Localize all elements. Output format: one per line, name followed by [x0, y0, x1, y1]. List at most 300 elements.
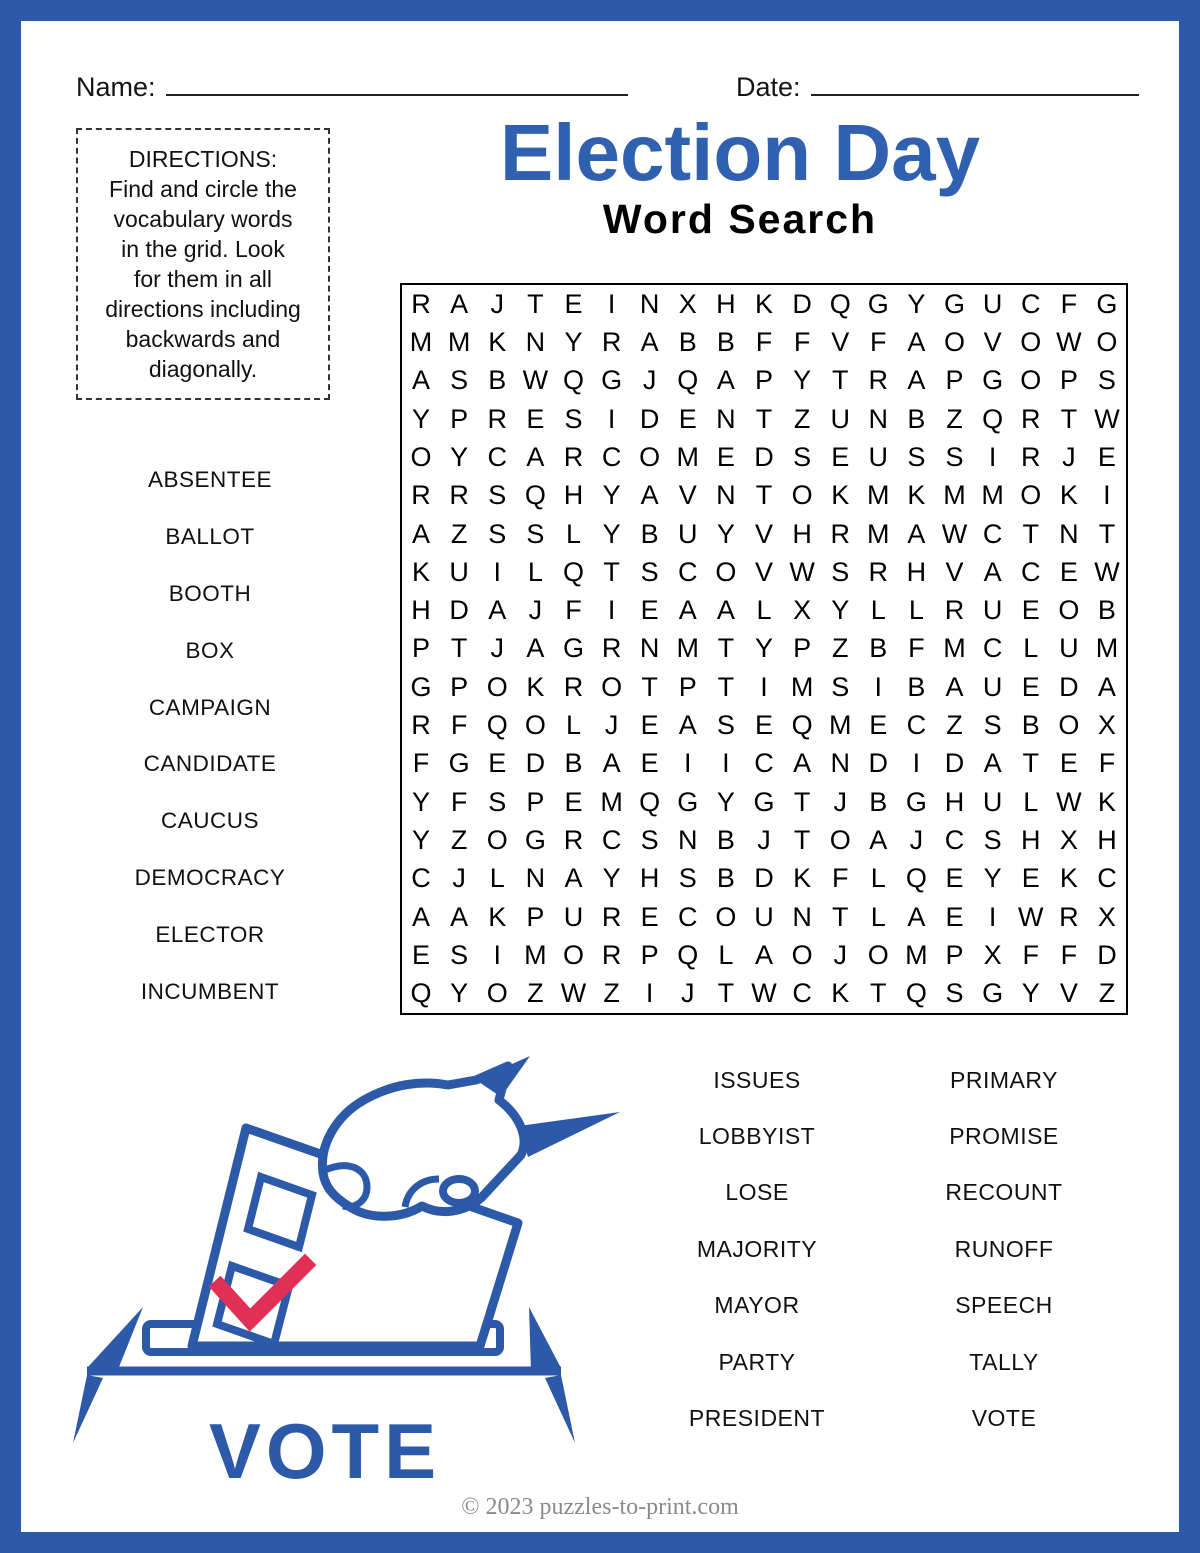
grid-cell[interactable]: A	[907, 901, 926, 932]
grid-cell[interactable]: J	[490, 288, 504, 319]
grid-cell[interactable]: R	[1059, 901, 1079, 932]
grid-cell[interactable]: Q	[677, 940, 699, 971]
grid-cell[interactable]: K	[488, 326, 507, 357]
grid-cell[interactable]: B	[488, 365, 507, 396]
grid-cell[interactable]: I	[760, 671, 768, 702]
grid-cell[interactable]: M	[600, 786, 623, 817]
grid-cell[interactable]: I	[988, 441, 997, 472]
grid-cell[interactable]: M	[447, 326, 471, 357]
grid-cell[interactable]: K	[526, 671, 545, 702]
grid-cell[interactable]: M	[790, 671, 814, 702]
grid-cell[interactable]: O	[601, 671, 623, 702]
grid-cell[interactable]: C	[792, 978, 812, 1009]
grid-cell[interactable]: E	[945, 863, 964, 894]
grid-cell[interactable]: E	[564, 786, 583, 817]
grid-cell[interactable]: W	[560, 978, 587, 1009]
grid-cell[interactable]: Q	[905, 863, 927, 894]
grid-cell[interactable]: Y	[450, 978, 469, 1009]
grid-cell[interactable]: J	[528, 595, 543, 626]
grid-cell[interactable]: X	[1097, 901, 1116, 932]
grid-cell[interactable]: P	[450, 671, 469, 702]
grid-cell[interactable]: N	[830, 748, 850, 779]
name-blank-line[interactable]	[166, 62, 628, 96]
grid-cell[interactable]: O	[715, 556, 737, 587]
grid-cell[interactable]: S	[450, 940, 469, 971]
grid-cell[interactable]: S	[907, 441, 926, 472]
grid-cell[interactable]: B	[716, 825, 735, 856]
grid-cell[interactable]: C	[754, 748, 774, 779]
grid-cell[interactable]: Z	[450, 518, 468, 549]
grid-cell[interactable]: R	[563, 671, 584, 702]
grid-cell[interactable]: F	[450, 710, 468, 741]
grid-cell[interactable]: O	[486, 825, 508, 856]
grid-cell[interactable]: T	[793, 786, 811, 817]
grid-cell[interactable]: K	[754, 288, 773, 319]
grid-cell[interactable]: B	[564, 748, 583, 779]
grid-cell[interactable]: A	[983, 748, 1002, 779]
grid-cell[interactable]: O	[791, 940, 813, 971]
grid-cell[interactable]: S	[716, 710, 735, 741]
grid-cell[interactable]: B	[716, 326, 735, 357]
grid-cell[interactable]: W	[1056, 786, 1082, 817]
grid-cell[interactable]: H	[639, 863, 660, 894]
grid-cell[interactable]: O	[486, 978, 508, 1009]
grid-cell[interactable]: O	[867, 940, 889, 971]
grid-cell[interactable]: J	[757, 825, 771, 856]
grid-cell[interactable]: I	[607, 403, 616, 434]
grid-cell[interactable]: R	[868, 365, 889, 396]
grid-cell[interactable]: A	[678, 595, 697, 626]
grid-cell[interactable]: B	[1097, 595, 1116, 626]
grid-cell[interactable]: I	[645, 978, 654, 1009]
grid-cell[interactable]: E	[678, 403, 697, 434]
grid-cell[interactable]: Y	[716, 518, 735, 549]
grid-cell[interactable]: L	[718, 940, 734, 971]
grid-cell[interactable]: K	[412, 556, 431, 587]
grid-cell[interactable]: E	[526, 403, 545, 434]
grid-cell[interactable]: A	[869, 825, 888, 856]
grid-cell[interactable]: B	[907, 403, 926, 434]
grid-cell[interactable]: T	[831, 901, 849, 932]
grid-cell[interactable]: W	[1056, 326, 1082, 357]
grid-cell[interactable]: U	[830, 403, 850, 434]
grid-cell[interactable]: I	[607, 288, 616, 319]
grid-cell[interactable]: G	[905, 786, 927, 817]
grid-cell[interactable]: F	[1060, 940, 1078, 971]
grid-cell[interactable]: Y	[1021, 978, 1040, 1009]
grid-cell[interactable]: B	[907, 671, 926, 702]
grid-cell[interactable]: T	[717, 633, 735, 664]
grid-cell[interactable]: K	[793, 863, 812, 894]
grid-cell[interactable]: O	[1058, 595, 1080, 626]
grid-cell[interactable]: L	[1023, 786, 1039, 817]
grid-cell[interactable]: O	[1020, 365, 1042, 396]
grid-cell[interactable]: L	[565, 518, 581, 549]
grid-cell[interactable]: G	[601, 365, 623, 396]
grid-cell[interactable]: E	[640, 710, 659, 741]
grid-cell[interactable]: Y	[450, 441, 469, 472]
grid-cell[interactable]: E	[1059, 556, 1078, 587]
grid-cell[interactable]: A	[412, 518, 431, 549]
grid-cell[interactable]: C	[678, 901, 698, 932]
grid-cell[interactable]: G	[1096, 288, 1118, 319]
grid-cell[interactable]: D	[792, 288, 812, 319]
grid-cell[interactable]: G	[410, 671, 432, 702]
grid-cell[interactable]: Z	[793, 403, 811, 434]
grid-cell[interactable]: Q	[677, 365, 699, 396]
grid-cell[interactable]: I	[684, 748, 692, 779]
grid-cell[interactable]: P	[1059, 365, 1078, 396]
grid-cell[interactable]: P	[945, 940, 964, 971]
grid-cell[interactable]: V	[678, 480, 697, 511]
grid-cell[interactable]: R	[830, 518, 850, 549]
grid-cell[interactable]: R	[601, 633, 622, 664]
grid-cell[interactable]: N	[525, 863, 546, 894]
grid-cell[interactable]: F	[908, 633, 925, 664]
grid-cell[interactable]: V	[983, 326, 1002, 357]
grid-cell[interactable]: S	[640, 825, 659, 856]
grid-cell[interactable]: N	[639, 288, 660, 319]
grid-cell[interactable]: I	[493, 556, 502, 587]
grid-cell[interactable]: S	[983, 825, 1002, 856]
grid-cell[interactable]: G	[524, 825, 546, 856]
grid-cell[interactable]: K	[488, 901, 507, 932]
grid-cell[interactable]: U	[982, 288, 1003, 319]
grid-cell[interactable]: E	[640, 901, 659, 932]
grid-cell[interactable]: G	[982, 365, 1004, 396]
grid-cell[interactable]: Q	[982, 403, 1004, 434]
grid-cell[interactable]: D	[868, 748, 889, 779]
grid-cell[interactable]: Y	[793, 365, 812, 396]
grid-cell[interactable]: M	[905, 940, 928, 971]
grid-cell[interactable]: C	[906, 710, 927, 741]
grid-cell[interactable]: E	[564, 288, 583, 319]
grid-cell[interactable]: W	[1094, 403, 1120, 434]
grid-cell[interactable]: D	[754, 863, 774, 894]
grid-cell[interactable]: C	[982, 518, 1003, 549]
grid-cell[interactable]: A	[526, 441, 545, 472]
grid-cell[interactable]: H	[1020, 825, 1041, 856]
grid-cell[interactable]: P	[526, 901, 545, 932]
grid-cell[interactable]: A	[450, 901, 469, 932]
grid-cell[interactable]: X	[793, 595, 812, 626]
grid-cell[interactable]: G	[867, 288, 889, 319]
grid-cell[interactable]: M	[676, 441, 700, 472]
grid-cell[interactable]: B	[716, 863, 735, 894]
grid-cell[interactable]: S	[678, 863, 697, 894]
grid-cell[interactable]: F	[450, 786, 468, 817]
grid-cell[interactable]: S	[526, 518, 545, 549]
grid-cell[interactable]: J	[833, 940, 847, 971]
grid-cell[interactable]: A	[793, 748, 812, 779]
grid-cell[interactable]: E	[640, 748, 659, 779]
grid-cell[interactable]: E	[869, 710, 888, 741]
grid-cell[interactable]: A	[640, 326, 659, 357]
grid-cell[interactable]: Q	[562, 365, 584, 396]
grid-cell[interactable]: D	[944, 748, 965, 779]
grid-cell[interactable]: G	[944, 288, 966, 319]
grid-cell[interactable]: Y	[564, 326, 583, 357]
grid-cell[interactable]: Y	[602, 518, 621, 549]
grid-cell[interactable]: O	[1058, 710, 1080, 741]
grid-cell[interactable]: L	[489, 863, 505, 894]
grid-cell[interactable]: A	[907, 326, 926, 357]
grid-cell[interactable]: T	[755, 480, 773, 511]
grid-cell[interactable]: K	[831, 978, 850, 1009]
grid-cell[interactable]: T	[717, 671, 735, 702]
grid-cell[interactable]: F	[565, 595, 582, 626]
grid-cell[interactable]: C	[1020, 288, 1041, 319]
grid-cell[interactable]: Z	[1098, 978, 1116, 1009]
grid-cell[interactable]: Q	[524, 480, 546, 511]
grid-cell[interactable]: V	[945, 556, 964, 587]
grid-cell[interactable]: Z	[831, 633, 849, 664]
date-blank-line[interactable]	[811, 62, 1139, 96]
grid-cell[interactable]: P	[526, 786, 545, 817]
grid-cell[interactable]: T	[831, 365, 849, 396]
grid-cell[interactable]: E	[754, 710, 773, 741]
grid-cell[interactable]: C	[982, 633, 1003, 664]
grid-cell[interactable]: Y	[754, 633, 773, 664]
grid-cell[interactable]: K	[907, 480, 926, 511]
grid-cell[interactable]: G	[448, 748, 470, 779]
grid-cell[interactable]: D	[1059, 671, 1079, 702]
grid-cell[interactable]: Y	[412, 786, 431, 817]
grid-cell[interactable]: A	[716, 595, 735, 626]
grid-cell[interactable]: B	[678, 326, 697, 357]
grid-cell[interactable]: I	[722, 748, 730, 779]
grid-cell[interactable]: W	[1094, 556, 1120, 587]
grid-cell[interactable]: H	[944, 786, 965, 817]
grid-cell[interactable]: Q	[791, 710, 813, 741]
grid-cell[interactable]: R	[1020, 403, 1041, 434]
grid-cell[interactable]: O	[1096, 326, 1118, 357]
grid-cell[interactable]: E	[1021, 671, 1040, 702]
grid-cell[interactable]: W	[751, 978, 777, 1009]
grid-cell[interactable]: A	[1097, 671, 1116, 702]
grid-cell[interactable]: E	[716, 441, 735, 472]
grid-cell[interactable]: A	[640, 480, 659, 511]
grid-cell[interactable]: S	[983, 710, 1002, 741]
grid-cell[interactable]: N	[525, 326, 546, 357]
grid-cell[interactable]: S	[564, 403, 583, 434]
grid-cell[interactable]: I	[1103, 480, 1111, 511]
grid-cell[interactable]: K	[831, 480, 850, 511]
grid-cell[interactable]: M	[828, 710, 852, 741]
grid-cell[interactable]: T	[1022, 748, 1039, 779]
grid-cell[interactable]: I	[988, 901, 997, 932]
grid-cell[interactable]: R	[563, 441, 584, 472]
grid-cell[interactable]: Y	[602, 863, 621, 894]
grid-cell[interactable]: C	[601, 825, 622, 856]
grid-cell[interactable]: M	[409, 326, 433, 357]
grid-cell[interactable]: F	[1060, 288, 1078, 319]
grid-cell[interactable]: L	[527, 556, 543, 587]
grid-cell[interactable]: T	[603, 556, 620, 587]
grid-cell[interactable]: E	[1059, 748, 1078, 779]
grid-cell[interactable]: S	[793, 441, 812, 472]
grid-cell[interactable]: Q	[829, 288, 851, 319]
grid-cell[interactable]: F	[755, 326, 773, 357]
grid-cell[interactable]: D	[754, 441, 774, 472]
grid-cell[interactable]: M	[943, 633, 966, 664]
grid-cell[interactable]: H	[906, 556, 927, 587]
grid-cell[interactable]: T	[870, 978, 887, 1009]
grid-cell[interactable]: S	[831, 556, 850, 587]
grid-cell[interactable]: A	[945, 671, 964, 702]
grid-cell[interactable]: T	[1060, 403, 1078, 434]
grid-cell[interactable]: B	[869, 786, 888, 817]
grid-cell[interactable]: A	[564, 863, 583, 894]
grid-cell[interactable]: Q	[905, 978, 927, 1009]
grid-cell[interactable]: A	[907, 518, 926, 549]
grid-cell[interactable]: T	[527, 288, 544, 319]
grid-cell[interactable]: Y	[983, 863, 1002, 894]
grid-cell[interactable]: M	[943, 480, 966, 511]
grid-cell[interactable]: T	[755, 403, 773, 434]
grid-cell[interactable]: E	[412, 940, 431, 971]
grid-cell[interactable]: R	[944, 595, 965, 626]
grid-cell[interactable]: A	[412, 901, 431, 932]
grid-cell[interactable]: O	[944, 326, 966, 357]
grid-cell[interactable]: G	[562, 633, 584, 664]
grid-cell[interactable]: P	[754, 365, 773, 396]
grid-cell[interactable]: M	[981, 480, 1004, 511]
grid-cell[interactable]: R	[487, 403, 507, 434]
grid-cell[interactable]: S	[488, 518, 507, 549]
grid-cell[interactable]: P	[945, 365, 964, 396]
grid-cell[interactable]: K	[1059, 863, 1078, 894]
grid-cell[interactable]: O	[715, 901, 737, 932]
grid-cell[interactable]: I	[493, 940, 502, 971]
grid-cell[interactable]: N	[716, 403, 736, 434]
grid-cell[interactable]: L	[565, 710, 581, 741]
grid-cell[interactable]: M	[676, 633, 700, 664]
grid-cell[interactable]: C	[678, 556, 698, 587]
grid-cell[interactable]: Z	[603, 978, 620, 1009]
grid-cell[interactable]: C	[944, 825, 965, 856]
grid-cell[interactable]: O	[1020, 480, 1042, 511]
grid-cell[interactable]: T	[717, 978, 735, 1009]
grid-cell[interactable]: R	[868, 556, 889, 587]
grid-cell[interactable]: B	[869, 633, 888, 664]
grid-cell[interactable]: R	[411, 480, 431, 511]
grid-cell[interactable]: R	[411, 288, 431, 319]
grid-cell[interactable]: A	[716, 365, 735, 396]
grid-cell[interactable]: R	[449, 480, 469, 511]
grid-cell[interactable]: Y	[831, 595, 850, 626]
grid-cell[interactable]: R	[601, 940, 622, 971]
grid-cell[interactable]: H	[716, 288, 736, 319]
grid-cell[interactable]: U	[563, 901, 584, 932]
grid-cell[interactable]: X	[678, 288, 697, 319]
grid-cell[interactable]: F	[412, 748, 430, 779]
grid-cell[interactable]: W	[941, 518, 968, 549]
grid-cell[interactable]: O	[829, 825, 851, 856]
grid-cell[interactable]: E	[1021, 863, 1040, 894]
grid-cell[interactable]: H	[1097, 825, 1117, 856]
grid-cell[interactable]: J	[833, 786, 847, 817]
grid-cell[interactable]: I	[874, 671, 883, 702]
grid-cell[interactable]: H	[792, 518, 812, 549]
grid-cell[interactable]: L	[870, 863, 886, 894]
grid-cell[interactable]: F	[793, 326, 811, 357]
grid-cell[interactable]: A	[526, 633, 545, 664]
grid-cell[interactable]: W	[789, 556, 815, 587]
grid-cell[interactable]: S	[450, 365, 469, 396]
grid-cell[interactable]: I	[607, 595, 616, 626]
grid-cell[interactable]: Z	[946, 403, 963, 434]
grid-cell[interactable]: U	[982, 595, 1003, 626]
grid-cell[interactable]: R	[601, 326, 622, 357]
grid-cell[interactable]: U	[868, 441, 889, 472]
grid-cell[interactable]: U	[754, 901, 774, 932]
grid-cell[interactable]: P	[412, 633, 431, 664]
grid-cell[interactable]: F	[870, 326, 887, 357]
grid-cell[interactable]: P	[450, 403, 469, 434]
grid-cell[interactable]: O	[562, 940, 584, 971]
grid-cell[interactable]: D	[525, 748, 546, 779]
grid-cell[interactable]: S	[831, 671, 850, 702]
grid-cell[interactable]: S	[488, 786, 507, 817]
grid-cell[interactable]: A	[983, 556, 1002, 587]
grid-cell[interactable]: F	[1022, 940, 1039, 971]
grid-cell[interactable]: T	[641, 671, 658, 702]
grid-cell[interactable]: U	[982, 786, 1003, 817]
grid-cell[interactable]: Y	[907, 288, 926, 319]
grid-cell[interactable]: U	[982, 671, 1003, 702]
grid-cell[interactable]: U	[449, 556, 469, 587]
grid-cell[interactable]: Q	[410, 978, 432, 1009]
grid-cell[interactable]: X	[1097, 710, 1116, 741]
grid-cell[interactable]: M	[524, 940, 547, 971]
grid-cell[interactable]: Y	[716, 786, 735, 817]
grid-cell[interactable]: J	[1062, 441, 1076, 472]
grid-cell[interactable]: R	[411, 710, 431, 741]
grid-cell[interactable]: A	[412, 365, 431, 396]
grid-cell[interactable]: U	[1059, 633, 1079, 664]
grid-cell[interactable]: Z	[946, 710, 963, 741]
grid-cell[interactable]: E	[1021, 595, 1040, 626]
grid-cell[interactable]: P	[640, 940, 659, 971]
grid-cell[interactable]: R	[1020, 441, 1041, 472]
grid-cell[interactable]: E	[640, 595, 659, 626]
grid-cell[interactable]: A	[602, 748, 621, 779]
grid-cell[interactable]: K	[1097, 786, 1116, 817]
grid-cell[interactable]: G	[982, 978, 1004, 1009]
grid-cell[interactable]: J	[681, 978, 695, 1009]
grid-cell[interactable]: R	[601, 901, 622, 932]
grid-cell[interactable]: Q	[639, 786, 661, 817]
grid-cell[interactable]: W	[1017, 901, 1044, 932]
grid-cell[interactable]: R	[563, 825, 584, 856]
grid-cell[interactable]: L	[870, 901, 886, 932]
grid-cell[interactable]: J	[452, 863, 466, 894]
grid-cell[interactable]: T	[793, 825, 811, 856]
grid-cell[interactable]: K	[1059, 480, 1078, 511]
grid-cell[interactable]: L	[756, 595, 772, 626]
grid-cell[interactable]: E	[831, 441, 850, 472]
grid-cell[interactable]: Y	[412, 825, 431, 856]
grid-cell[interactable]: P	[793, 633, 812, 664]
grid-cell[interactable]: C	[1097, 863, 1117, 894]
grid-cell[interactable]: S	[1097, 365, 1116, 396]
grid-cell[interactable]: E	[1097, 441, 1116, 472]
grid-cell[interactable]: C	[411, 863, 431, 894]
grid-cell[interactable]: W	[522, 365, 549, 396]
grid-cell[interactable]: G	[677, 786, 699, 817]
grid-cell[interactable]: S	[945, 441, 964, 472]
